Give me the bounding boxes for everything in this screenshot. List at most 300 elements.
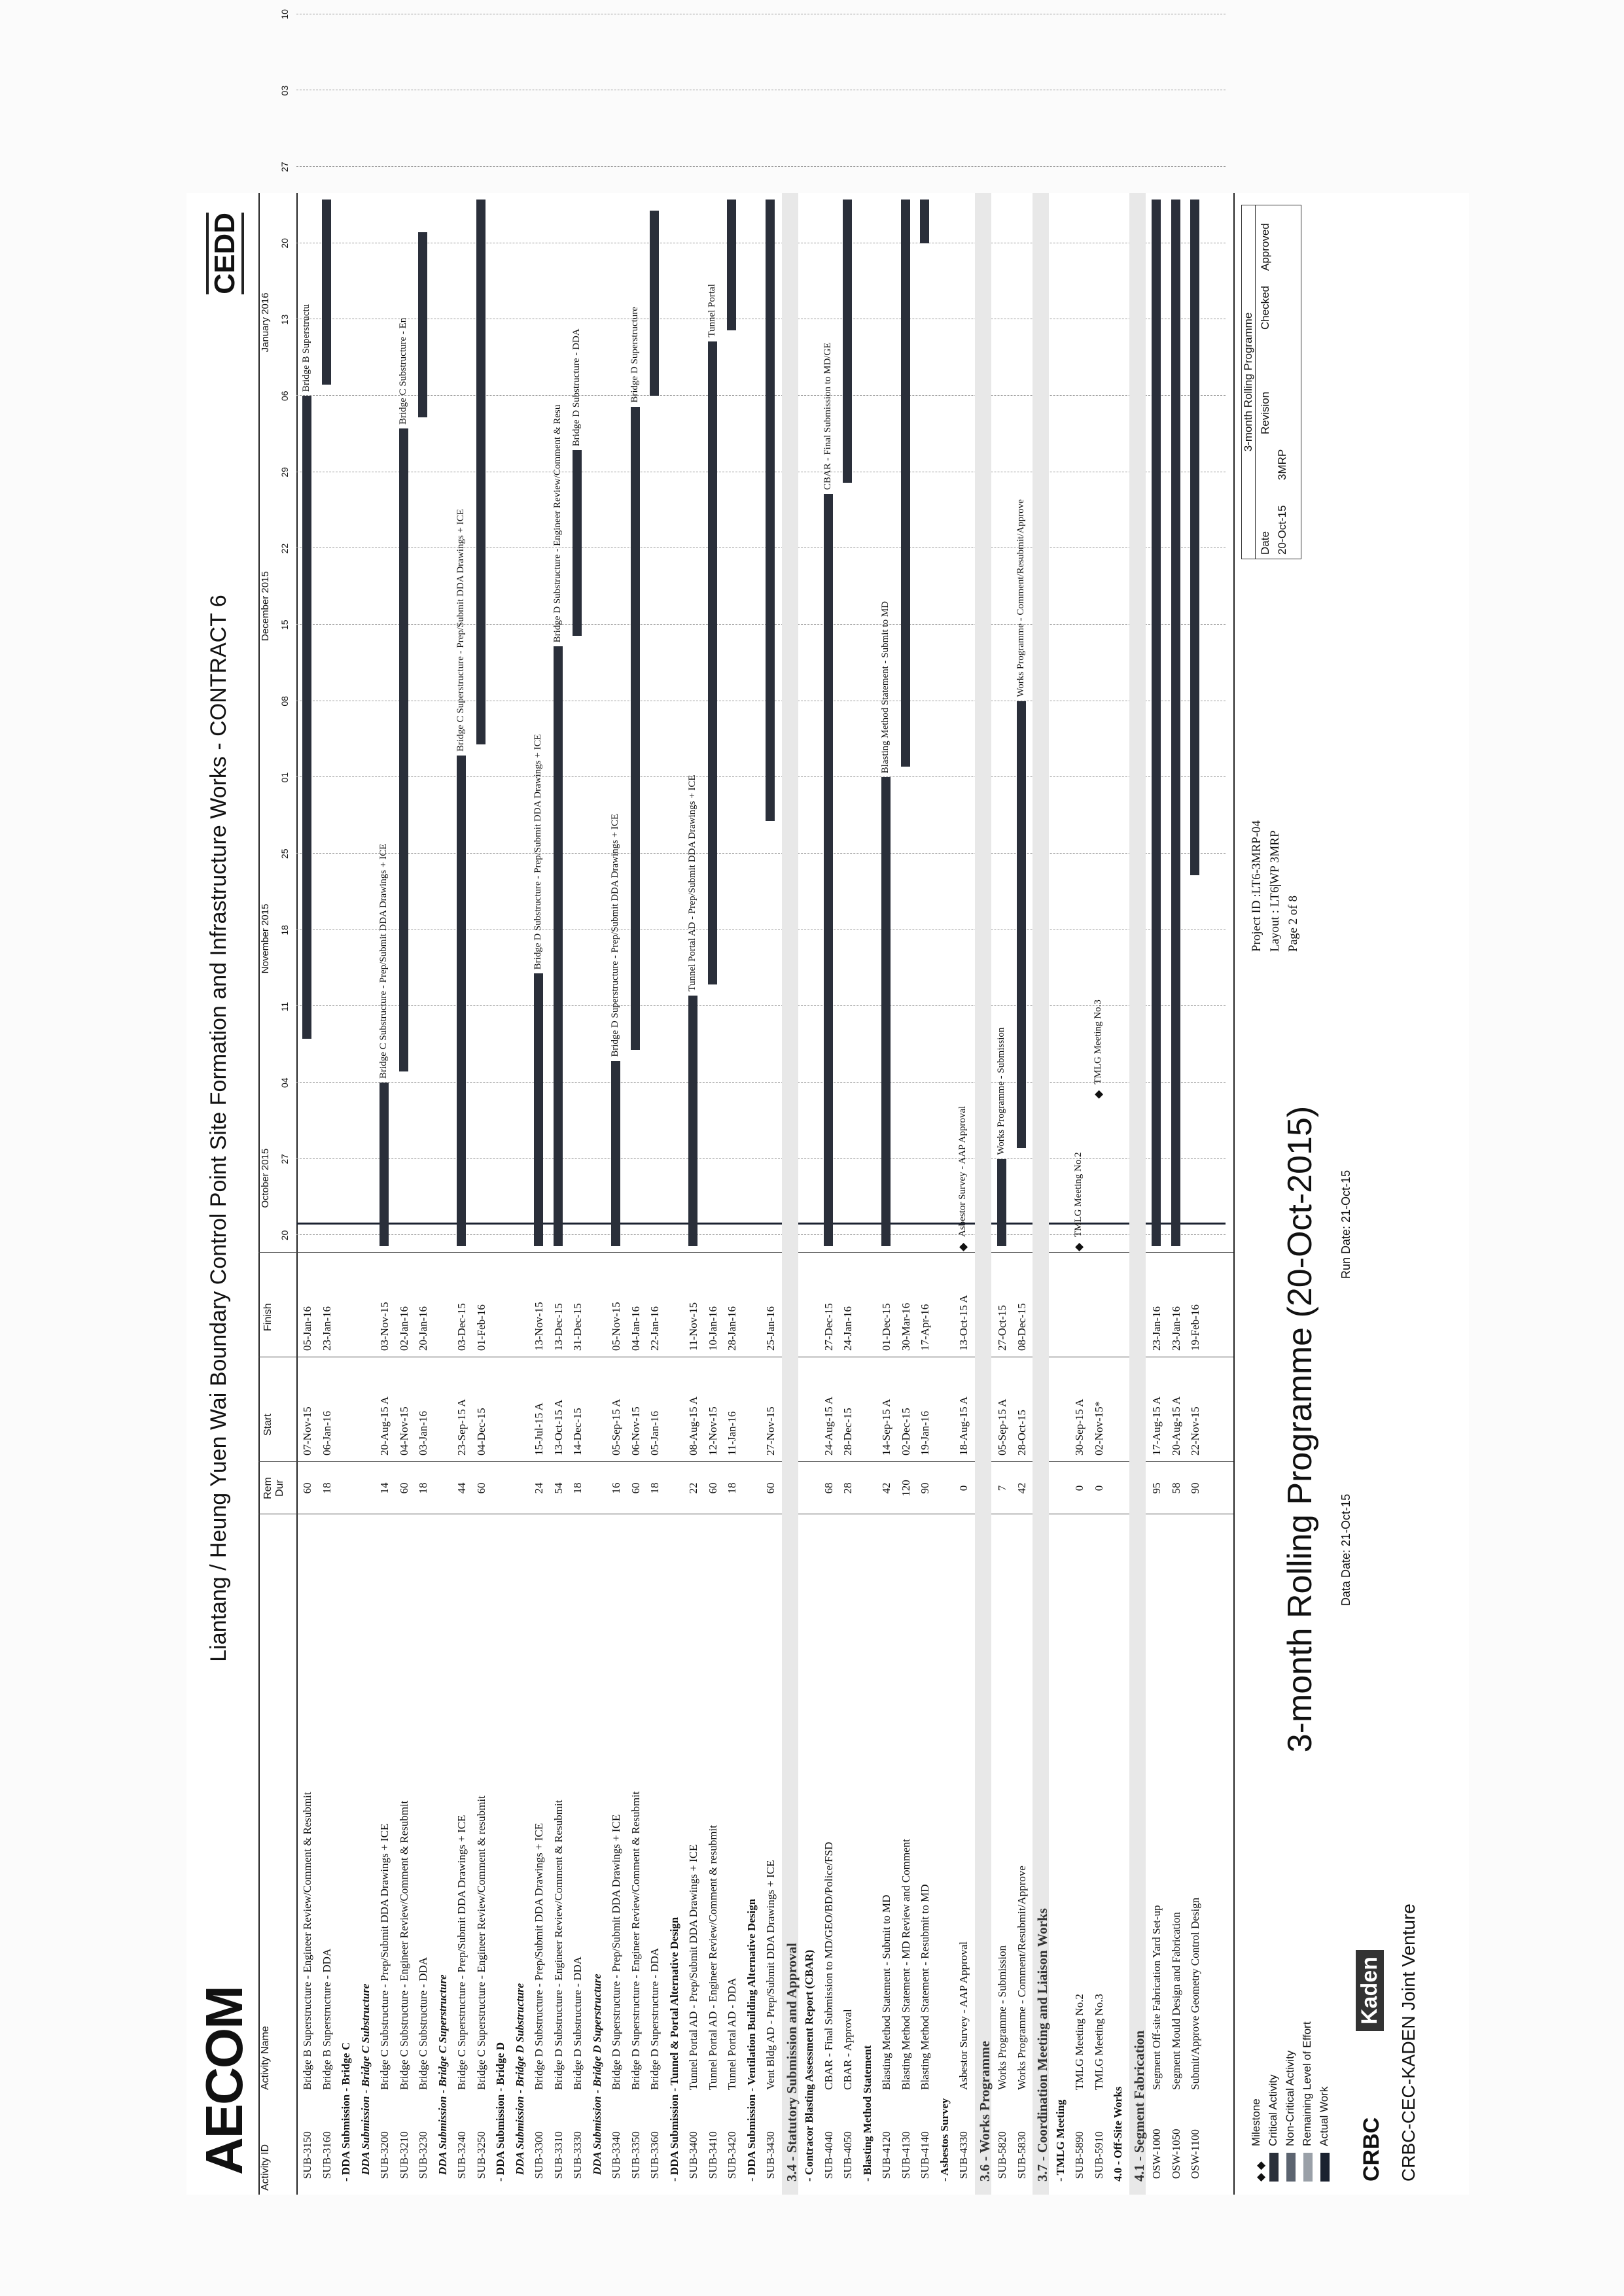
activity-row[interactable] <box>878 193 894 2195</box>
week-label: 06 <box>279 391 290 401</box>
col-rem-dur: Rem Dur <box>262 1477 285 1499</box>
activity-row[interactable] <box>1091 193 1107 2195</box>
week-label: 11 <box>279 1001 290 1012</box>
gantt-bar[interactable] <box>534 973 543 1246</box>
activity-id: SUB-3300 <box>533 2131 545 2179</box>
group-row[interactable] <box>936 193 953 2195</box>
group-row[interactable] <box>801 193 817 2195</box>
activity-row[interactable] <box>1187 193 1203 2195</box>
month-label: January 2016 <box>260 292 271 353</box>
finish-date: 24-Jan-16 <box>841 1306 854 1351</box>
start-date: 14-Dec-15 <box>571 1408 584 1455</box>
col-activity-id: Activity ID <box>260 2144 271 2191</box>
legend-critical: Critical Activity <box>1265 1907 1282 2182</box>
start-date: 23-Sep-15 A <box>455 1399 468 1455</box>
finish-date: 31-Dec-15 <box>571 1303 584 1351</box>
finish-date: 03-Nov-15 <box>378 1302 391 1351</box>
activity-row[interactable] <box>898 193 914 2195</box>
activity-name: Works Programme - Submission <box>996 1945 1008 2090</box>
start-date: 15-Jul-15 A <box>533 1402 545 1455</box>
remaining-duration: 54 <box>552 1482 565 1494</box>
bar-label: CBAR - Final Submission to MD/GE <box>822 342 833 490</box>
finish-date: 20-Jan-16 <box>417 1306 429 1351</box>
bar-label: Bridge B Superstructu <box>301 304 311 392</box>
activity-id: OSW-1000 <box>1150 2129 1163 2179</box>
remaining-duration: 18 <box>648 1482 661 1494</box>
month-label: December 2015 <box>260 571 271 641</box>
rev-date: 20-Oct-15 <box>1276 505 1288 555</box>
remaining-duration: 60 <box>474 1482 487 1494</box>
group-row[interactable] <box>434 193 451 2195</box>
bar-label: Works Programme - Submission <box>996 1027 1006 1155</box>
activity-name: Blasting Method Statement - Resubmit to MD <box>919 1884 931 2090</box>
aecom-logo: AECOM <box>195 1987 253 2175</box>
gantt-bar[interactable] <box>322 200 331 385</box>
group-title: - TMLG Meeting <box>1053 2099 1067 2182</box>
activity-name: Bridge C Superstructure - Prep/Submit DDA Drawings + ICE <box>455 1815 468 2090</box>
bar-label: Asbestor Survey - AAP Approval <box>957 1105 968 1237</box>
rev-col-revision: Revision <box>1259 391 1271 434</box>
activity-name: Segment Mould Design and Fabrication <box>1169 1912 1182 2090</box>
start-date: 20-Aug-15 A <box>1169 1396 1182 1455</box>
finish-date: 13-Nov-15 <box>533 1302 545 1351</box>
remaining-duration: 18 <box>417 1482 429 1494</box>
bar-label: Tunnel Portal <box>706 284 717 338</box>
remaining-duration: 16 <box>610 1482 622 1494</box>
activity-id: SUB-5890 <box>1073 2131 1086 2179</box>
start-date: 06-Nov-15 <box>629 1406 642 1455</box>
activity-row[interactable] <box>473 193 489 2195</box>
finish-date: 23-Jan-16 <box>1150 1306 1163 1351</box>
bar-label: Tunnel Portal AD - Prep/Submit DDA Drawings + ICE <box>687 774 697 992</box>
gantt-bar[interactable] <box>380 1083 389 1246</box>
group-title: DDA Submission - Bridge D Substructure <box>513 1983 526 2175</box>
start-date: 05-Sep-15 A <box>610 1399 622 1455</box>
start-date: 14-Sep-15 A <box>880 1399 892 1455</box>
activity-name: Bridge D Substructure - Prep/Submit DDA Drawings + ICE <box>533 1822 545 2090</box>
project-id: Project ID :LT6-3MRP-04 <box>1250 820 1263 952</box>
activity-id: SUB-3430 <box>764 2131 777 2179</box>
group-title: - Blasting Method Statement <box>860 2045 874 2182</box>
activity-name: Tunnel Portal AD - Engineer Review/Comment & resubmit <box>706 1825 719 2090</box>
remaining-duration: 28 <box>841 1482 854 1494</box>
group-row[interactable] <box>782 193 798 2195</box>
group-row[interactable] <box>666 193 682 2195</box>
remaining-duration: 44 <box>455 1482 468 1494</box>
activity-row[interactable] <box>299 193 315 2195</box>
remaining-duration: 95 <box>1150 1482 1163 1494</box>
activity-row[interactable] <box>917 193 933 2195</box>
activity-id: SUB-3210 <box>397 2131 410 2179</box>
group-title: - DDA Submission - Bridge D <box>494 2042 506 2182</box>
group-title: DDA Submission - Bridge D Superstructure <box>590 1974 603 2175</box>
activity-row[interactable] <box>705 193 721 2195</box>
activity-id: SUB-3310 <box>552 2131 565 2179</box>
remaining-duration: 0 <box>957 1485 970 1491</box>
remaining-duration: 22 <box>687 1482 699 1494</box>
activity-name: Bridge C Substructure - Prep/Submit DDA Drawings + ICE <box>378 1823 391 2090</box>
finish-date: 11-Nov-15 <box>687 1302 699 1351</box>
activity-row[interactable] <box>415 193 431 2195</box>
activity-row[interactable] <box>1071 193 1087 2195</box>
gantt-bar[interactable] <box>418 232 427 417</box>
bar-label: Bridge D Substructure - Prep/Submit DDA Drawings + ICE <box>533 734 543 970</box>
activity-name: CBAR - Approval <box>841 2009 854 2090</box>
activity-id: SUB-3410 <box>706 2131 719 2179</box>
activity-name: Bridge B Superstructure - Engineer Review/Comment & Resubmit <box>301 1792 313 2090</box>
activity-name: Asbestor Survey - AAP Approval <box>957 1941 970 2090</box>
week-label: 10 <box>279 9 290 20</box>
start-date: 28-Oct-15 <box>1015 1410 1028 1455</box>
activity-row[interactable] <box>1168 193 1184 2195</box>
finish-date: 03-Dec-15 <box>455 1303 468 1351</box>
activity-row[interactable] <box>994 193 1010 2195</box>
gantt-bar[interactable] <box>997 1159 1006 1246</box>
header <box>186 193 260 2195</box>
activity-name: Segment Off-site Fabrication Yard Set-up <box>1150 1905 1163 2090</box>
remaining-duration: 24 <box>533 1482 545 1494</box>
data-date: Data Date: 21-Oct-15 <box>1339 1493 1352 1606</box>
rev-col-checked: Checked <box>1259 285 1271 330</box>
activity-id: SUB-3250 <box>474 2131 487 2179</box>
activity-id: SUB-4120 <box>880 2131 892 2179</box>
finish-date: 05-Jan-16 <box>301 1306 313 1351</box>
activity-row[interactable] <box>724 193 740 2195</box>
remaining-duration: 120 <box>899 1480 912 1497</box>
group-row[interactable] <box>512 193 528 2195</box>
gantt-bar[interactable] <box>631 407 640 1050</box>
gantt-bar[interactable] <box>920 200 929 243</box>
activity-id: SUB-3240 <box>455 2131 468 2179</box>
bar-label: Bridge C Substructure - Prep/Submit DDA Drawings + ICE <box>378 843 389 1079</box>
week-label: 04 <box>279 1077 290 1088</box>
group-title: - DDA Submission - Bridge C <box>340 2042 352 2182</box>
finish-date: 10-Jan-16 <box>706 1306 719 1351</box>
week-label: 27 <box>279 162 290 172</box>
col-start: Start <box>262 1414 274 1436</box>
activity-name: Works Programme - Comment/Resubmit/Approve <box>1015 1866 1028 2090</box>
gantt-bar[interactable] <box>708 341 717 984</box>
group-title: DDA Submission - Bridge C Substructure <box>359 1983 372 2175</box>
remaining-duration: 0 <box>1073 1485 1086 1491</box>
start-date: 04-Nov-15 <box>397 1406 410 1455</box>
finish-date: 25-Jan-16 <box>764 1306 777 1351</box>
crbc-logo: CRBC <box>1359 2117 1384 2182</box>
start-date: 03-Jan-16 <box>417 1411 429 1455</box>
remaining-duration: 0 <box>1092 1485 1105 1491</box>
gantt-bar[interactable] <box>573 450 582 635</box>
activity-row[interactable] <box>627 193 644 2195</box>
activity-row[interactable] <box>550 193 567 2195</box>
rev-revision: 3MRP <box>1276 449 1288 480</box>
revision-box-title: 3-month Rolling Programme <box>1242 205 1256 559</box>
finish-date: 30-Mar-16 <box>899 1302 912 1351</box>
finish-date: 27-Dec-15 <box>822 1303 835 1351</box>
week-label: 29 <box>279 467 290 478</box>
activity-id: SUB-4330 <box>957 2131 970 2179</box>
activity-id: SUB-3200 <box>378 2131 391 2179</box>
column-header <box>258 9 298 2195</box>
week-label: 22 <box>279 543 290 554</box>
revision-box <box>1241 205 1301 559</box>
month-label: November 2015 <box>260 903 271 974</box>
activity-row[interactable] <box>453 193 470 2195</box>
activity-row[interactable] <box>569 193 586 2195</box>
week-label: 18 <box>279 925 290 935</box>
milestone-marker: ◆ <box>957 1242 969 1251</box>
gantt-bar[interactable] <box>843 200 852 483</box>
activity-name: Bridge D Substructure - DDA <box>571 1957 584 2090</box>
page-number: Page 2 of 8 <box>1286 895 1300 952</box>
gantt-bar[interactable] <box>1171 200 1180 1246</box>
month-label: October 2015 <box>260 1148 271 1208</box>
start-date: 07-Nov-15 <box>301 1406 313 1455</box>
activity-name: Bridge D Superstructure - Engineer Review/Comment & Resubmit <box>629 1791 642 2090</box>
finish-date: 23-Jan-16 <box>320 1306 333 1351</box>
remaining-duration: 42 <box>1015 1482 1028 1494</box>
finish-date: 28-Jan-16 <box>726 1306 738 1351</box>
activity-name: Bridge D Superstructure - Prep/Submit DDA Drawings + ICE <box>610 1814 622 2090</box>
week-label: 13 <box>279 314 290 325</box>
activity-name: Blasting Method Statement - MD Review and Comment <box>899 1839 912 2090</box>
section-band-title: 3.4 - Statutory Submission and Approval <box>783 1943 800 2182</box>
activity-name: Bridge C Substructure - DDA <box>417 1957 429 2090</box>
start-date: 12-Nov-15 <box>706 1406 719 1455</box>
activity-id: SUB-3340 <box>610 2131 622 2179</box>
start-date: 11-Jan-16 <box>726 1411 738 1455</box>
gantt-bar[interactable] <box>901 200 910 767</box>
layout-name: Layout : LT6|WP 3MRP <box>1268 830 1282 952</box>
remaining-duration: 60 <box>706 1482 719 1494</box>
gantt-bar[interactable] <box>727 200 736 330</box>
group-row[interactable] <box>859 193 875 2195</box>
activity-id: SUB-5830 <box>1015 2131 1028 2179</box>
remaining-duration: 68 <box>822 1482 835 1494</box>
group-row[interactable] <box>1129 193 1146 2195</box>
finish-date: 17-Apr-16 <box>919 1304 931 1351</box>
activity-row[interactable] <box>531 193 547 2195</box>
section-band-title: 4.1 - Segment Fabrication <box>1131 2030 1147 2182</box>
activity-row[interactable] <box>955 193 972 2195</box>
activity-row[interactable] <box>685 193 701 2195</box>
start-date: 30-Sep-15 A <box>1073 1399 1086 1455</box>
activity-id: SUB-3330 <box>571 2131 584 2179</box>
week-label: 08 <box>279 696 290 706</box>
timescale-months <box>258 9 296 2195</box>
gantt-bar[interactable] <box>1017 701 1026 1148</box>
remaining-duration: 14 <box>378 1482 391 1494</box>
start-date: 02-Nov-15* <box>1092 1400 1105 1455</box>
activity-name: Bridge D Superstructure - DDA <box>648 1947 661 2090</box>
rev-col-date: Date <box>1259 531 1271 555</box>
group-row[interactable] <box>743 193 760 2195</box>
group-title: DDA Submission - Bridge C Superstructure <box>436 1974 449 2175</box>
gantt-bar[interactable] <box>688 996 697 1246</box>
group-title: - DDA Submission - Tunnel & Portal Alternative Design <box>667 1917 680 2182</box>
bar-label: TMLG Meeting No.2 <box>1073 1152 1084 1237</box>
gantt-bar[interactable] <box>881 777 891 1246</box>
group-title: - Asbestos Survey <box>938 2098 951 2182</box>
start-date: 24-Aug-15 A <box>822 1396 835 1455</box>
section-band-title: 3.7 - Coordination Meeting and Liaison Works <box>1034 1908 1050 2182</box>
bar-label: Works Programme - Comment/Resubmit/Approve <box>1015 499 1026 697</box>
activity-row[interactable] <box>319 193 335 2195</box>
week-label: 20 <box>279 238 290 249</box>
programme-title: 3-month Rolling Programme (20-Oct-2015) <box>1281 1105 1319 1753</box>
start-date: 28-Dec-15 <box>841 1408 854 1455</box>
start-date: 22-Nov-15 <box>1189 1406 1201 1455</box>
remaining-duration: 60 <box>301 1482 313 1494</box>
activity-id: SUB-3150 <box>301 2131 313 2179</box>
activity-name: Tunnel Portal AD - Prep/Submit DDA Drawings + ICE <box>687 1844 699 2090</box>
col-activity-name: Activity Name <box>260 2026 271 2090</box>
footer <box>1233 193 1470 2195</box>
week-label: 01 <box>279 772 290 783</box>
activity-id: OSW-1050 <box>1169 2129 1182 2179</box>
group-row[interactable] <box>1052 193 1068 2195</box>
legend <box>1248 1907 1333 2182</box>
run-date: Run Date: 21-Oct-15 <box>1339 1170 1352 1279</box>
activity-row[interactable] <box>1148 193 1165 2195</box>
finish-date: 02-Jan-16 <box>397 1306 410 1351</box>
finish-date: 23-Jan-16 <box>1169 1306 1182 1351</box>
group-row[interactable] <box>589 193 605 2195</box>
week-label: 25 <box>279 848 290 859</box>
finish-date: 01-Feb-16 <box>474 1304 487 1351</box>
gantt-bar[interactable] <box>766 200 775 821</box>
activity-row[interactable] <box>646 193 663 2195</box>
remaining-duration: 7 <box>996 1485 1008 1491</box>
gantt-bar[interactable] <box>302 396 311 1039</box>
remaining-duration: 18 <box>571 1482 584 1494</box>
activity-id: SUB-4130 <box>899 2131 912 2179</box>
finish-date: 05-Nov-15 <box>610 1302 622 1351</box>
start-date: 20-Aug-15 A <box>378 1396 391 1455</box>
activity-name: CBAR - Final Submission to MD/GEO/BD/Police/FSD <box>822 1841 835 2090</box>
milestone-marker: ◆ <box>1091 1090 1104 1099</box>
gantt-bar[interactable] <box>1190 200 1199 875</box>
group-title: - Contracor Blasting Assessment Report (CBAR) <box>803 1949 815 2182</box>
project-info <box>1248 820 1303 952</box>
kaden-logo: Kaden <box>1356 1950 1384 2031</box>
gantt-bar[interactable] <box>554 646 563 1246</box>
group-title: 4.0 - Off-Site Works <box>1112 2086 1124 2182</box>
activity-row[interactable] <box>376 193 393 2195</box>
activity-id: SUB-3230 <box>417 2131 429 2179</box>
col-finish: Finish <box>262 1303 274 1331</box>
start-date: 04-Dec-15 <box>474 1408 487 1455</box>
remaining-duration: 18 <box>320 1482 333 1494</box>
bar-label: Bridge D Superstructure <box>629 307 640 403</box>
week-gridline <box>296 166 1226 167</box>
activity-name: Bridge C Superstructure - Engineer Review/Comment & resubmit <box>474 1796 487 2090</box>
activity-id: SUB-3360 <box>648 2131 661 2179</box>
gantt-bar[interactable] <box>824 494 833 1246</box>
milestone-marker: ◆ <box>1072 1242 1085 1251</box>
activity-name: Submit/Approve Geometry Control Design <box>1189 1897 1201 2090</box>
group-row[interactable] <box>338 193 354 2195</box>
activity-row[interactable] <box>821 193 837 2195</box>
gantt-bar[interactable] <box>457 756 466 1246</box>
activity-id: SUB-4040 <box>822 2131 835 2179</box>
activity-row[interactable] <box>1014 193 1030 2195</box>
week-label: 27 <box>279 1154 290 1164</box>
activity-id: OSW-1100 <box>1189 2129 1201 2179</box>
bar-label: Bridge D Substructure - Engineer Review/Comment & Resu <box>552 404 563 643</box>
page-title: Liantang / Heung Yuen Wai Boundary Control Point Site Formation and Infrastructure Works - CONTRACT 6 <box>206 595 231 1662</box>
remaining-duration: 42 <box>880 1482 892 1494</box>
start-date: 05-Sep-15 A <box>996 1399 1008 1455</box>
finish-date: 08-Dec-15 <box>1015 1303 1028 1351</box>
activity-id: SUB-3400 <box>687 2131 699 2179</box>
bar-label: Bridge D Substructure - DDA <box>571 328 582 447</box>
bar-label: Bridge D Superstructure - Prep/Submit DDA Drawings + ICE <box>610 813 620 1057</box>
activity-name: TMLG Meeting No.3 <box>1092 1994 1105 2090</box>
start-date: 17-Aug-15 A <box>1150 1396 1163 1455</box>
finish-date: 13-Dec-15 <box>552 1303 565 1351</box>
remaining-duration: 58 <box>1169 1482 1182 1494</box>
activity-row[interactable] <box>762 193 779 2195</box>
bar-label: TMLG Meeting No.3 <box>1092 1000 1103 1085</box>
gantt-bar[interactable] <box>399 428 408 1071</box>
activity-name: Bridge D Substructure - Engineer Review/Comment & Resubmit <box>552 1800 565 2090</box>
activity-id: SUB-3160 <box>320 2131 333 2179</box>
activity-name: Tunnel Portal AD - DDA <box>726 1977 738 2090</box>
cedd-logo: CEDD <box>206 213 244 294</box>
finish-date: 04-Jan-16 <box>629 1306 642 1351</box>
legend-actual: Actual Work <box>1316 1907 1333 2182</box>
week-label: 03 <box>279 85 290 96</box>
group-row[interactable] <box>492 193 508 2195</box>
gantt-bar[interactable] <box>476 200 485 744</box>
remaining-duration: 60 <box>397 1482 410 1494</box>
group-row[interactable] <box>975 193 991 2195</box>
activity-name: Bridge B Superstructure - DDA <box>320 1948 333 2090</box>
gantt-bar[interactable] <box>611 1061 620 1246</box>
start-date: 05-Jan-16 <box>648 1411 661 1455</box>
bar-label: Blasting Method Statement - Submit to MD <box>880 601 891 774</box>
gantt-bar[interactable] <box>650 211 659 396</box>
group-row[interactable] <box>1110 193 1126 2195</box>
finish-date: 27-Oct-15 <box>996 1305 1008 1351</box>
group-row[interactable] <box>357 193 374 2195</box>
rotated-schedule <box>186 9 1469 2195</box>
activity-name: Vent Bldg AD - Prep/Submit DDA Drawings + ICE <box>764 1860 777 2090</box>
legend-remaining: Remaining Level of Effort <box>1299 1907 1316 2182</box>
start-date: 19-Jan-16 <box>919 1411 931 1455</box>
activity-row[interactable] <box>396 193 412 2195</box>
activity-name: Bridge C Substructure - Engineer Review/Comment & Resubmit <box>397 1800 410 2090</box>
week-label: 20 <box>279 1230 290 1241</box>
activity-id: SUB-4050 <box>841 2131 854 2179</box>
legend-milestone: ◆ ◆Milestone <box>1250 2098 1267 2182</box>
group-title: - DDA Submission - Ventilation Building Alternative Design <box>745 1898 758 2182</box>
remaining-duration: 90 <box>1189 1482 1201 1494</box>
group-row[interactable] <box>1033 193 1049 2195</box>
start-date: 06-Jan-16 <box>320 1411 333 1455</box>
remaining-duration: 18 <box>726 1482 738 1494</box>
activity-id: SUB-3420 <box>726 2131 738 2179</box>
start-date: 13-Oct-15 A <box>552 1399 565 1455</box>
activity-row[interactable] <box>839 193 856 2195</box>
activity-id: SUB-5910 <box>1092 2131 1105 2179</box>
finish-date: 22-Jan-16 <box>648 1306 661 1351</box>
gantt-bar[interactable] <box>1152 200 1161 1246</box>
activity-row[interactable] <box>608 193 624 2195</box>
section-band-title: 3.6 - Works Programme <box>976 2040 993 2182</box>
finish-date: 19-Feb-16 <box>1189 1304 1201 1351</box>
rev-col-approved: Approved <box>1259 223 1271 271</box>
